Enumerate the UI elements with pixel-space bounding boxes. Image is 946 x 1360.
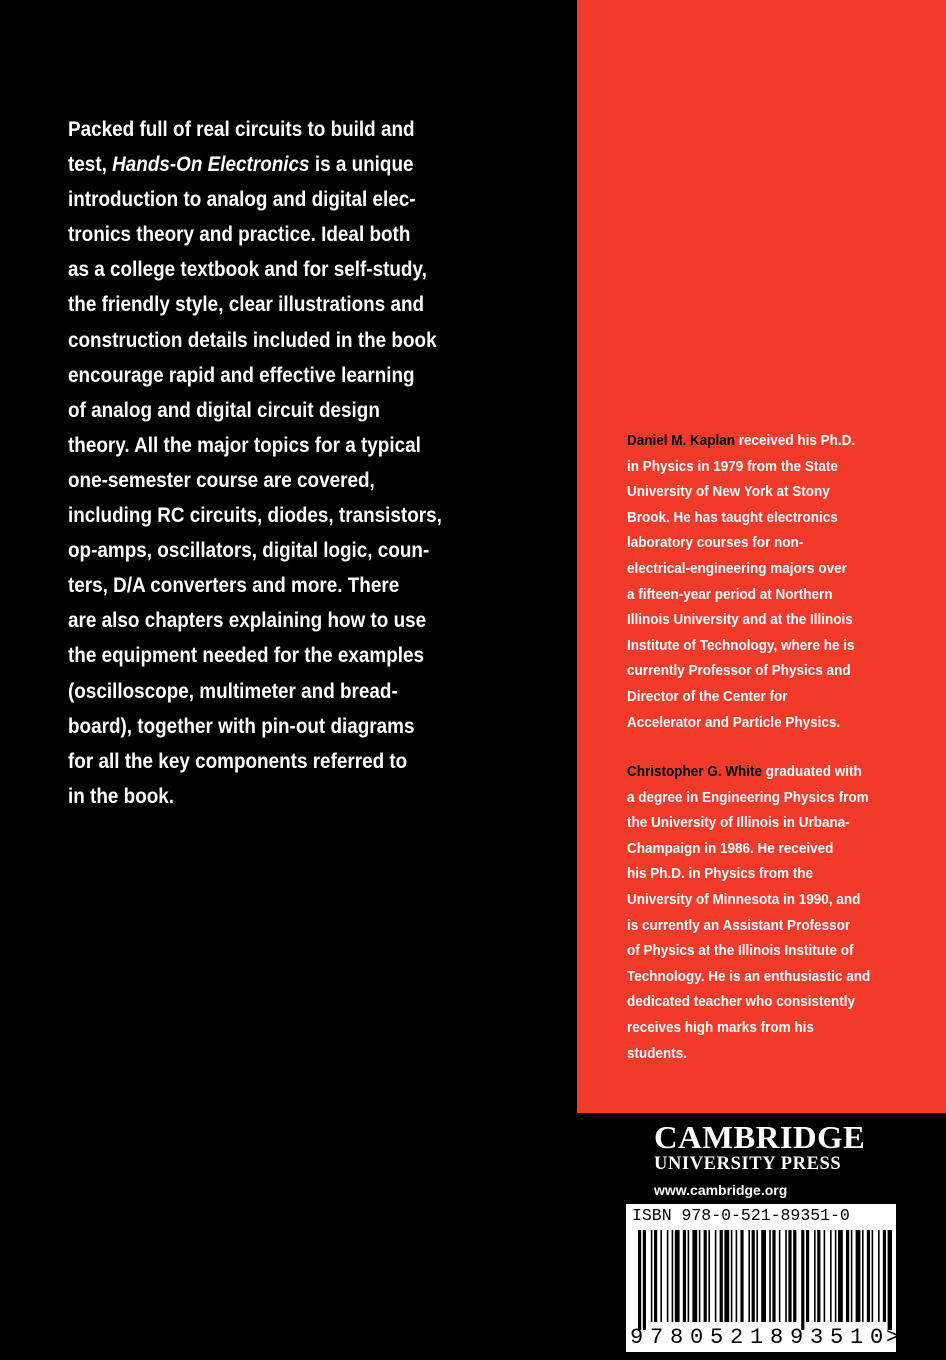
barcode-bar — [862, 1230, 864, 1322]
description-line: are also chapters explaining how to use — [68, 609, 427, 633]
barcode-digit: 9 — [790, 1325, 804, 1350]
barcode-bar — [731, 1230, 733, 1322]
barcode-digit: 0 — [870, 1325, 884, 1350]
description-text: test, — [68, 153, 113, 177]
bio-line: Technology. He is an enthusiastic and — [627, 967, 871, 985]
barcode-bar — [720, 1230, 723, 1322]
barcode-bar — [643, 1230, 646, 1330]
barcode-digit: > — [886, 1325, 900, 1350]
barcode-bar — [748, 1230, 750, 1322]
barcode-digit: 1 — [850, 1325, 864, 1350]
bio-line: Champaign in 1986. He received — [627, 839, 834, 857]
description-line: theory. All the major topics for a typical — [68, 433, 421, 457]
bio-line: receives high marks from his — [627, 1018, 814, 1036]
barcode-bar — [736, 1230, 738, 1322]
description-line: in the book. — [68, 784, 175, 808]
bio-line: dedicated teacher who consistently — [627, 993, 856, 1011]
barcode-digit: 9 — [630, 1325, 644, 1350]
barcode-bar — [856, 1230, 861, 1322]
description-line: board), together with pin-out diagrams — [68, 714, 415, 738]
barcode-digit: 2 — [730, 1325, 744, 1350]
bio-line: the University of Illinois in Urbana- — [627, 814, 850, 832]
bio-line — [627, 428, 906, 454]
description-line: ters, D/A converters and more. There — [68, 574, 400, 598]
barcode-bar — [638, 1230, 641, 1330]
barcode-bar — [838, 1230, 843, 1322]
barcode-bar — [675, 1230, 680, 1322]
barcode-bar — [867, 1230, 870, 1322]
barcode-digit: 5 — [710, 1325, 724, 1350]
barcode-bar — [699, 1230, 701, 1322]
barcode-bar — [769, 1230, 771, 1322]
barcode-bar — [688, 1230, 690, 1322]
description-line: of analog and digital circuit design — [68, 398, 380, 422]
publisher-subname: UNIVERSITY PRESS — [654, 1154, 842, 1174]
publisher-logo — [654, 1120, 944, 1201]
bio-line: Illinois University and at the Illinois — [627, 611, 853, 629]
bio-line — [627, 759, 906, 785]
barcode-bar — [878, 1230, 880, 1322]
barcode-bar — [817, 1230, 820, 1322]
barcode-bar — [752, 1230, 755, 1322]
barcode-bar — [872, 1230, 874, 1322]
barcode-bar — [788, 1230, 791, 1322]
barcode-bars — [638, 1230, 892, 1330]
bio-line: Brook. He has taught electronics — [627, 508, 838, 526]
description-text: is a unique — [309, 153, 414, 177]
description-line: introduction to analog and digital elec- — [68, 188, 416, 212]
bio-line: electrical-engineering majors over — [627, 559, 847, 577]
publisher-url: www.cambridge.org — [654, 1182, 788, 1198]
description-line — [68, 147, 464, 182]
description-line: construction details included in the book — [68, 328, 437, 352]
bio-line: of Physics at the Illinois Institute of — [627, 942, 854, 960]
barcode-bar — [740, 1230, 743, 1322]
bio-line: students. — [627, 1044, 688, 1062]
description-line: including RC circuits, diodes, transistors, — [68, 504, 442, 528]
bio-line: laboratory courses for non- — [627, 534, 804, 552]
barcode-bar — [692, 1230, 697, 1322]
barcode-bar — [888, 1230, 892, 1330]
barcode-bar — [660, 1230, 662, 1322]
barcode-bar — [785, 1230, 787, 1322]
barcode-bar — [683, 1230, 686, 1322]
description-line: Packed full of real circuits to build and — [68, 118, 415, 141]
barcode-bar — [708, 1230, 710, 1322]
barcode-bar — [761, 1230, 766, 1322]
bio-line: University of Minnesota in 1990, and — [627, 890, 861, 908]
barcode-bar — [672, 1230, 674, 1322]
bio-line: his Ph.D. in Physics from the — [627, 865, 814, 883]
book-title: Hands-On Electronics — [112, 153, 310, 177]
author-bio-kaplan — [627, 428, 906, 735]
barcode-bar — [724, 1230, 729, 1322]
publisher-name: CAMBRIDGE — [654, 1119, 866, 1155]
barcode-bar — [814, 1230, 816, 1322]
barcode-bar — [851, 1230, 853, 1322]
description-line: for all the key components referred to — [68, 749, 408, 773]
description-line: one-semester course are covered, — [68, 468, 375, 492]
author-bio-panel — [577, 0, 946, 1113]
book-description — [68, 112, 464, 814]
barcode-bar — [846, 1230, 849, 1322]
barcode-bar — [806, 1230, 809, 1322]
isbn-barcode — [626, 1204, 900, 1352]
barcode-bar — [651, 1230, 653, 1322]
description-line: (oscilloscope, multimeter and bread- — [68, 679, 398, 703]
barcode-bar — [801, 1230, 804, 1330]
barcode-digit: 5 — [830, 1325, 844, 1350]
barcode-bar — [830, 1230, 832, 1322]
bio-line: Accelerator and Particle Physics. — [627, 713, 841, 731]
barcode-bar — [654, 1230, 657, 1322]
barcode-bar — [779, 1230, 781, 1322]
barcode-bar — [756, 1230, 758, 1322]
description-line: as a college textbook and for self-study, — [68, 258, 427, 282]
description-line: op-amps, oscillators, digital logic, coun- — [68, 539, 430, 563]
description-line: the friendly style, clear illustrations and — [68, 293, 425, 317]
bio-line: a fifteen-year period at Northern — [627, 585, 833, 603]
barcode-bar — [883, 1230, 886, 1322]
barcode-bar — [824, 1230, 826, 1322]
barcode-bar — [715, 1230, 717, 1322]
barcode-digit: 8 — [770, 1325, 784, 1350]
description-line: tronics theory and practice. Ideal both — [68, 223, 411, 247]
barcode-bar — [793, 1230, 796, 1322]
author-name: Christopher G. White — [627, 763, 762, 780]
author-bio-white — [627, 759, 906, 1066]
bio-line: Institute of Technology, where he is — [627, 636, 855, 654]
bio-line: in Physics in 1979 from the State — [627, 457, 838, 475]
barcode-bar — [772, 1230, 775, 1322]
barcode-digit: 7 — [650, 1325, 664, 1350]
bio-text: graduated with — [762, 763, 862, 780]
bio-line: a degree in Engineering Physics from — [627, 788, 869, 806]
bio-line: Director of the Center for — [627, 687, 788, 705]
author-name: Daniel M. Kaplan — [627, 432, 736, 449]
bio-line: University of New York at Stony — [627, 483, 830, 501]
barcode-bar — [835, 1230, 837, 1322]
description-line: encourage rapid and effective learning — [68, 363, 415, 387]
bio-line: is currently an Assistant Professor — [627, 916, 851, 934]
barcode-digit: 8 — [670, 1325, 684, 1350]
bio-text: received his Ph.D. — [735, 432, 856, 449]
barcode-digit: 1 — [750, 1325, 764, 1350]
barcode-bar — [704, 1230, 707, 1322]
barcode-digit: 3 — [810, 1325, 824, 1350]
description-line: the equipment needed for the examples — [68, 644, 425, 668]
isbn-label: ISBN 978-0-521-89351-0 — [632, 1206, 850, 1225]
barcode-digit: 0 — [690, 1325, 704, 1350]
bio-line: currently Professor of Physics and — [627, 662, 851, 680]
barcode-bar — [667, 1230, 669, 1322]
